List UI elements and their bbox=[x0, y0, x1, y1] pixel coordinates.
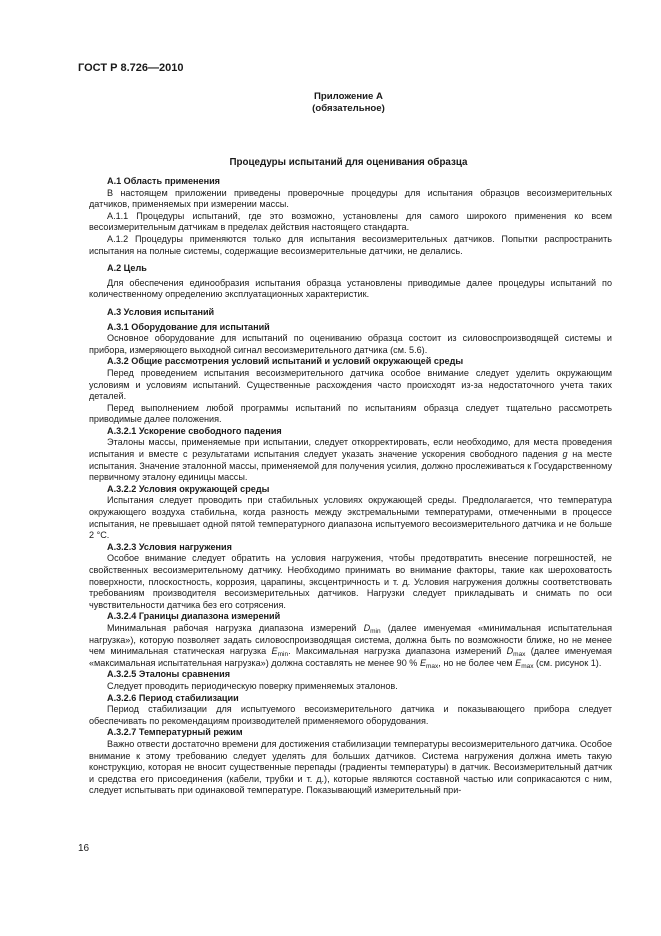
paragraph: В настоящем приложении приведены проверочные процедуры для испытания образцов весоизмерительных датчиков, применяемых при измерении массы. bbox=[89, 187, 612, 210]
variable-g: g bbox=[562, 449, 568, 460]
variable-e: E bbox=[271, 646, 278, 657]
annex-heading bbox=[0, 91, 661, 115]
paragraph: Перед выполнением любой программы испытаний по испытаниям образца следует тщательно рассмотреть приводимые далее положения. bbox=[89, 402, 612, 425]
variable-d: D bbox=[363, 622, 371, 633]
paragraph: Важно отвести достаточно времени для достижения стабилизации температуры весоизмерительного датчика. Особое внимание к этому требованию следует уделять для больших датчиков. Система нагружения должна иметь такую конструкцию, которая не вносит существенные перепады (градиенты температуры) в датчик. Весоизмерительный датчик и средства его присоединения (кабели, трубки и т. д.), которые являются составной частью или соприкасаются с ним, следует испытывать при одинаковой температуре. Показывающий измерительный при- bbox=[89, 738, 612, 796]
variable-d: D bbox=[506, 646, 514, 657]
section-heading-a31: А.3.1 Оборудование для испытаний bbox=[107, 321, 270, 332]
paragraph: А.1.1 Процедуры испытаний, где это возможно, установлены для самого широкого применения ко всем весоизмерительным датчикам в пределах действия настоящего стандарта. bbox=[89, 210, 612, 233]
section-heading-a321: А.3.2.1 Ускорение свободного падения bbox=[107, 425, 282, 436]
paragraph: Основное оборудование для испытаний по оцениванию образца состоит из силовоспроизводящей системы и прибора, измеряющего выходной сигнал весоизмерительного датчика (см. 5.6). bbox=[89, 333, 612, 355]
paragraph: Перед проведением испытания весоизмерительного датчика особое внимание следует уделить окружающим условиям и условиям испытаний. Существенные расхождения часто происходят из-за недостаточного учета таких деталей. bbox=[89, 367, 612, 402]
section-heading-a322: А.3.2.2 Условия окружающей среды bbox=[107, 483, 270, 494]
paragraph: Следует проводить периодическую поверку применяемых эталонов. bbox=[107, 680, 398, 691]
section-heading-a3: А.3 Условия испытаний bbox=[107, 306, 215, 317]
text-run: (см. рисунок 1). bbox=[533, 657, 602, 668]
text-run: (далее именуемая «минимальная испытательная нагрузка»), которую позволяет задать силовоспроизводящая система, должна быть по возможности ближе, но не менее чем минимальная статическая нагрузка bbox=[89, 622, 612, 657]
subscript: min bbox=[277, 651, 289, 659]
variable-e: E bbox=[515, 657, 522, 668]
section-heading-a1: А.1 Область применения bbox=[107, 176, 220, 186]
page-number: 16 bbox=[78, 843, 90, 854]
subscript: min bbox=[370, 627, 381, 635]
subscript: max bbox=[521, 662, 534, 670]
main-title: Процедуры испытаний для оценивания образца bbox=[229, 157, 468, 168]
variable-e: E bbox=[419, 657, 427, 668]
subscript: max bbox=[426, 662, 439, 670]
document-body bbox=[89, 176, 612, 797]
document-header: ГОСТ Р 8.726—2010 bbox=[78, 62, 184, 74]
text-run: , но не более чем bbox=[438, 657, 516, 668]
section-heading-a324: А.3.2.4 Границы диапазона измерений bbox=[107, 611, 281, 622]
paragraph: Испытания следует проводить при стабильных условиях окружающей среды. Предполагается, что температура окружающего воздуха стабильна, когда разность между экстремальными температурами, отмеченными в процессе испытания, не превышает одной пятой температурного диапазона испытуемого весоизмерительного датчика и не больше 2 °С. bbox=[89, 495, 612, 541]
paragraph: Особое внимание следует обратить на условия нагружения, чтобы предотвратить внесение погрешностей, не свойственных весоизмерительному датчику. Необходимо принимать во внимание факторы, такие как шероховатость поверхности, плоскостность, коррозия, царапины, эксцентричность и т. д. Условия нагружения должны соответствовать требованиям производителя весоизмерительных датчиков. Нагрузки следует прикладывать и снимать по оси чувствительности датчика без его сотрясения. bbox=[89, 553, 612, 610]
paragraph bbox=[89, 623, 612, 669]
section-heading-a2: А.2 Цель bbox=[107, 263, 147, 274]
annex-status: (обязательное) bbox=[312, 103, 385, 114]
section-heading-a32: А.3.2 Общие рассмотрения условий испытаний и условий окружающей среды bbox=[107, 356, 464, 367]
text-run: (далее именуемая «максимальная испытательная нагрузка») должна составлять не менее 90 % bbox=[89, 646, 612, 668]
annex-title: Приложение А bbox=[314, 91, 383, 102]
text-run: Эталоны массы, применяемые при испытании, следует откорректировать, если необходимо, для места проведения испытания и вместе с результатами испытания следует указать значение ускорения свободного падения bbox=[89, 437, 612, 460]
subscript: max bbox=[513, 651, 526, 659]
section-heading-a325: А.3.2.5 Эталоны сравнения bbox=[107, 669, 231, 680]
paragraph: Период стабилизации для испытуемого весоизмерительного датчика и показывающего прибора следует обеспечивать по рекомендациям производителей применяемого оборудования. bbox=[89, 704, 612, 726]
section-heading-a326: А.3.2.6 Период стабилизации bbox=[107, 692, 239, 703]
paragraph bbox=[89, 437, 612, 483]
text-run: на месте испытания. Значение эталонной массы, применяемой для получения усилия, должно прослеживаться к Государственному первичному эталону единицы массы. bbox=[89, 449, 612, 483]
text-run: . Максимальная нагрузка диапазона измерений bbox=[288, 646, 507, 657]
section-heading-a327: А.3.2.7 Температурный режим bbox=[107, 727, 243, 738]
paragraph: Для обеспечения единообразия испытания образца установлены приводимые далее процедуры испытаний по количественному определению эксплуатационных характеристик. bbox=[89, 277, 612, 300]
section-heading-a323: А.3.2.3 Условия нагружения bbox=[107, 541, 232, 552]
paragraph: А.1.2 Процедуры применяются только для испытания весоизмерительных датчиков. Попытки распространить испытания на полные системы, содержащие весоизмерительные датчики, не делались. bbox=[89, 233, 612, 256]
text-run: Минимальная рабочая нагрузка диапазона измерений bbox=[107, 622, 364, 633]
